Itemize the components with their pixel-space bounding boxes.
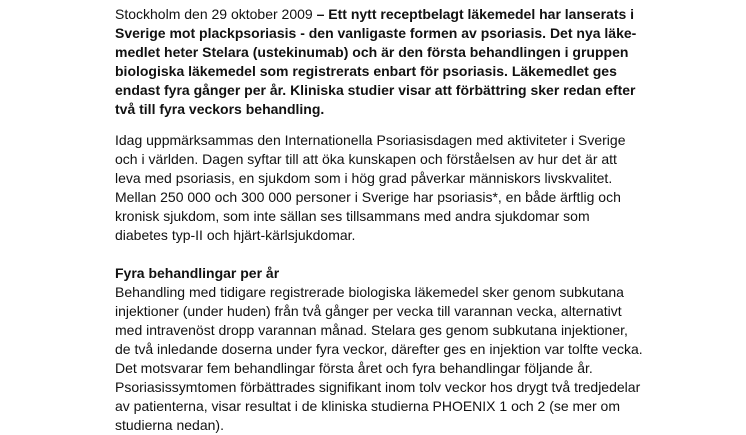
text-line: leva med psoriasis, en sjukdom som i hög grad påverkar människors livskvalitet.: [115, 170, 613, 186]
text-line: Det motsvarar fem behandlingar första året och fyra behandlingar följande år.: [115, 360, 593, 376]
section-heading: Fyra behandlingar per år: [115, 265, 280, 281]
text-line: diabetes typ-II och hjärt-kärlsjukdomar.: [115, 227, 356, 243]
text-line: och i världen. Dagen syftar till att öka kunskapen och förståelsen av hur det är att: [115, 151, 617, 167]
lead-paragraph: [115, 5, 636, 119]
lead-bold-line: – Ett nytt receptbelagt läkemedel har lanserats i: [316, 6, 635, 22]
lead-bold-line: två till fyra veckors behandling.: [115, 101, 325, 117]
body-paragraph-1: [115, 131, 626, 245]
text-line: kronisk sjukdom, som inte sällan ses tillsammans med andra sjukdomar som: [115, 208, 590, 224]
text-line: Mellan 250 000 och 300 000 personer i Sverige har psoriasis*, en både ärftlig och: [115, 189, 621, 205]
lead-bold-line: Sverige mot plackpsoriasis - den vanligaste formen av psoriasis. Det nya läke-: [115, 25, 637, 41]
text-line: med intravenöst dropp varannan månad. Stelara ges genom subkutana injektioner,: [115, 322, 628, 338]
text-line: injektioner (under huden) från två gånger per vecka till varannan vecka, alternativt: [115, 303, 622, 319]
dateline: Stockholm den 29 oktober 2009: [115, 6, 313, 22]
lead-bold-line: endast fyra gånger per år. Kliniska studier visar att förbättring sker redan efter: [115, 82, 636, 98]
text-line: studierna nedan).: [115, 417, 224, 433]
text-line: Idag uppmärksammas den Internationella Psoriasisdagen med aktiviteter i Sverige: [115, 132, 626, 148]
text-line: Behandling med tidigare registrerade biologiska läkemedel sker genom subkutana: [115, 284, 624, 300]
lead-line-1: [115, 5, 636, 24]
text-line: de två inledande doserna under fyra veckor, därefter ges en injektion var tolfte vecka.: [115, 341, 643, 357]
lead-bold-line: biologiska läkemedel som registrerats enbart för psoriasis. Läkemedlet ges: [115, 63, 617, 79]
text-line: Psoriasissymtomen förbättrades signifikant inom tolv veckor hos drygt två tredjedelar: [115, 379, 641, 395]
lead-bold-line: medlet heter Stelara (ustekinumab) och är den första behandlingen i gruppen: [115, 44, 629, 60]
text-line: av patienterna, visar resultat i de kliniska studierna PHOENIX 1 och 2 (se mer om: [115, 398, 620, 414]
body-paragraph-2: [115, 283, 643, 435]
